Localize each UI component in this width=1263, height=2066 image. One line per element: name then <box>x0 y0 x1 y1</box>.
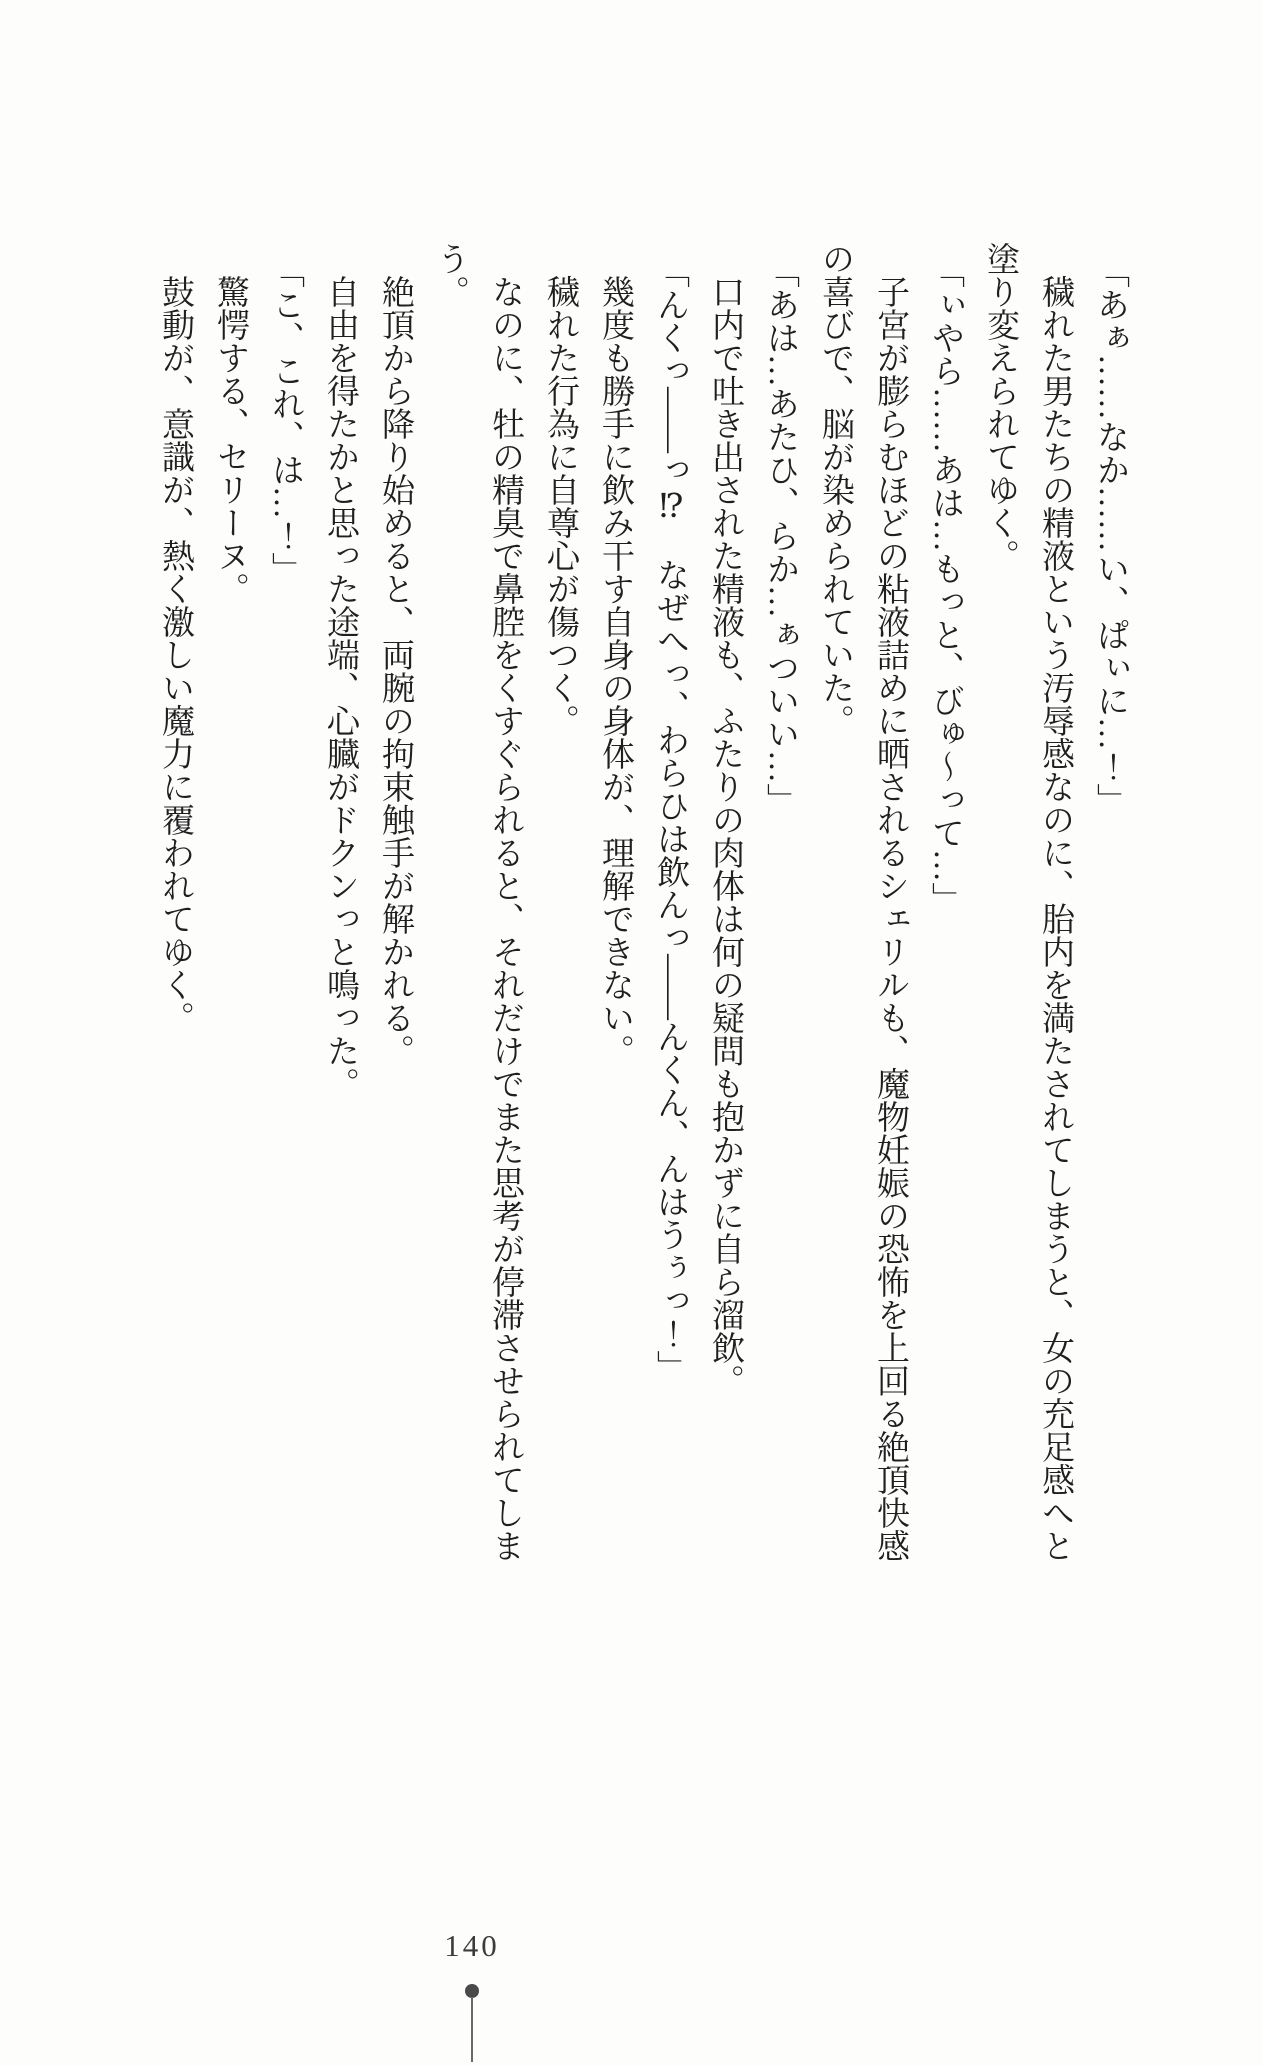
footer-pin-dot-ornament <box>465 1984 479 1998</box>
text-line: 「こ、これ、は…！」 <box>267 255 303 586</box>
text-line: 穢れた行為に自尊心が傷つく。 <box>542 275 578 737</box>
text-line: 「んくっ――っ⁉ なぜへっ、わらひは飲んっ――んくん、んはうぅっ！」 <box>652 255 688 1384</box>
text-line: 「あは…あたひ、らか…ぁついい…」 <box>762 255 798 817</box>
text-line: 穢れた男たちの精液という汚辱感なのに、胎内を満たされてしまうと、女の充足感へと <box>1037 275 1073 1562</box>
text-line: なのに、牡の精臭で鼻腔をくすぐられると、それだけでまた思考が停滞させられてしま <box>487 275 523 1562</box>
text-line: 塗り変えられてゆく。 <box>982 242 1018 572</box>
text-line: 子宮が膨らむほどの粘液詰めに晒されるシェリルも、魔物妊娠の恐怖を上回る絶頂快感 <box>872 275 908 1562</box>
text-line: 幾度も勝手に飲み干す自身の身体が、理解できない。 <box>597 275 633 1067</box>
footer-pin-stem-ornament <box>471 1997 473 2062</box>
text-line: 「あぁ……なか……い、ぱぃに…！」 <box>1092 255 1128 817</box>
page-number: 140 <box>444 1928 500 1963</box>
text-line: 口内で吐き出された精液も、ふたりの肉体は何の疑問も抱かずに自ら溜飲。 <box>707 275 743 1397</box>
text-line: の喜びで、脳が染められていた。 <box>817 242 853 737</box>
text-line: 自由を得たかと思った途端、心臓がドクンっと鳴った。 <box>322 275 358 1100</box>
text-line: 「ぃやら……あは…もっと、びゅ～って…」 <box>927 255 963 916</box>
text-line: 驚愕する、セリーヌ。 <box>212 275 248 605</box>
text-line: 絶頂から降り始めると、両腕の拘束触手が解かれる。 <box>377 275 413 1067</box>
vertical-text-block <box>147 242 1137 1572</box>
text-line: 鼓動が、意識が、熱く激しい魔力に覆われてゆく。 <box>157 275 193 1034</box>
text-line: う。 <box>432 242 468 308</box>
